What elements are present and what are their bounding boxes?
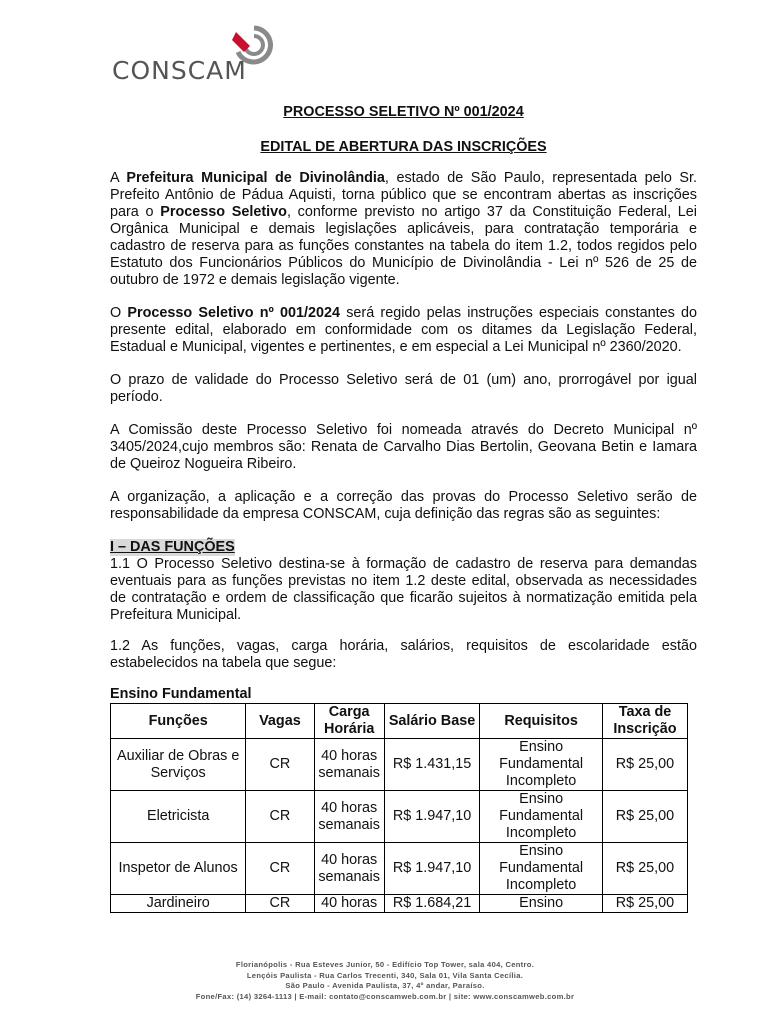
footer-line: Lençóis Paulista - Rua Carlos Trecenti, 340, Sala 01, Vila Santa Cecília. xyxy=(246,970,524,980)
functions-table xyxy=(110,703,688,913)
footer-line: São Paulo - Avenida Paulista, 37, 4º andar, Paraíso. xyxy=(285,981,485,990)
cell-carga: 40 horas semanais xyxy=(314,791,384,843)
text-run: O xyxy=(110,305,128,321)
cell-salario: R$ 1.684,21 xyxy=(384,895,479,913)
cell-requisitos: Ensino Fundamental Incompleto xyxy=(480,791,603,843)
document-body xyxy=(110,104,697,913)
conscam-logo xyxy=(112,22,282,85)
cell-salario: R$ 1.947,10 xyxy=(384,791,479,843)
bold-run: Prefeitura Municipal de Divinolândia xyxy=(126,170,385,186)
cell-carga: 40 horas semanais xyxy=(314,843,384,895)
section-heading-funcoes: I – DAS FUNÇÕES xyxy=(110,539,235,555)
cell-funcao: Jardineiro xyxy=(111,895,246,913)
item-1-2: 1.2 As funções, vagas, carga horária, salários, requisitos de escolaridade estão estabelecidos na tabela que segue: xyxy=(110,638,697,671)
cell-salario: R$ 1.947,10 xyxy=(384,843,479,895)
logo-wordmark: CONSCAM xyxy=(112,56,247,85)
table-row xyxy=(111,895,688,913)
table-header-row xyxy=(111,704,688,739)
paragraph-regulation xyxy=(110,305,697,356)
header-taxa: Taxa de Inscrição xyxy=(602,704,687,739)
footer-line: Florianópolis - Rua Esteves Junior, 50 - Edifício Top Tower, sala 404, Centro. xyxy=(235,960,535,969)
cell-taxa: R$ 25,00 xyxy=(602,739,687,791)
cell-vagas: CR xyxy=(246,843,314,895)
paragraph-intro xyxy=(110,170,697,289)
document-title: PROCESSO SELETIVO Nº 001/2024 xyxy=(283,104,524,120)
text-run: será regido pelas instruções especiais constantes do presente edital, elaborado em conformidade com os ditames da Legislação Federal, Estadual e Municipal, vigentes e pertinentes, e em especial a Lei Municipal nº 2360/2020. xyxy=(110,305,697,355)
text-run: , conforme previsto no artigo 37 da Constituição Federal, Lei Orgânica Municipal e demais legislações aplicáveis, para contratação temporária e cadastro de reserva para as funções constantes na tabela do item 1.2, todos regidos pelo Estatuto dos Funcionários Públicos do Município de Divinolândia - Lei nº 526 de 25 de outubro de 1972 e demais legislação vigente. xyxy=(110,204,697,288)
header-carga: Carga Horária xyxy=(314,704,384,739)
paragraph-commission: A Comissão deste Processo Seletivo foi nomeada através do Decreto Municipal nº 3405/2024,cujo membros são: Renata de Carvalho Dias Bertolin, Geovana Betin e Iamara de Queiroz Nogueira Ribeiro. xyxy=(110,422,697,472)
footer-contact: Fone/Fax: (14) 3264-1113 | E-mail: contato@conscamweb.com.br | site: www.conscamweb.com.br xyxy=(195,991,575,1001)
paragraph-validity: O prazo de validade do Processo Seletivo será de 01 (um) ano, prorrogável por igual período. xyxy=(110,372,697,405)
cell-vagas: CR xyxy=(246,895,314,913)
cell-taxa: R$ 25,00 xyxy=(602,791,687,843)
cell-funcao: Inspetor de Alunos xyxy=(111,843,246,895)
paragraph-organization: A organização, a aplicação e a correção das provas do Processo Seletivo serão de responsabilidade da empresa CONSCAM, cuja definição das regras são as seguintes: xyxy=(110,489,697,522)
cell-salario: R$ 1.431,15 xyxy=(384,739,479,791)
cell-requisitos: Ensino Fundamental Incompleto xyxy=(480,739,603,791)
header-salario: Salário Base xyxy=(384,704,479,739)
table-row xyxy=(111,791,688,843)
header-requisitos: Requisitos xyxy=(480,704,603,739)
bold-run: Processo Seletivo nº 001/2024 xyxy=(127,305,341,321)
table-row xyxy=(111,739,688,791)
text-run: A xyxy=(110,170,127,186)
cell-requisitos: Ensino Fundamental Incompleto xyxy=(480,843,603,895)
cell-funcao: Auxiliar de Obras e Serviços xyxy=(111,739,246,791)
table-caption: Ensino Fundamental xyxy=(110,686,252,702)
page-footer xyxy=(0,960,770,1002)
cell-vagas: CR xyxy=(246,739,314,791)
cell-carga: 40 horas xyxy=(314,895,384,913)
header-vagas: Vagas xyxy=(246,704,314,739)
cell-vagas: CR xyxy=(246,791,314,843)
cell-carga: 40 horas semanais xyxy=(314,739,384,791)
cell-taxa: R$ 25,00 xyxy=(602,843,687,895)
cell-requisitos: Ensino xyxy=(480,895,603,913)
item-1-1: 1.1 O Processo Seletivo destina-se à formação de cadastro de reserva para demandas eventuais para as funções previstas no item 1.2 deste edital, observada as necessidades de contratação e ordem de classificação que ficarão sujeitos à normatização emitida pela Prefeitura Municipal. xyxy=(110,556,697,623)
text-run: , estado de São Paulo, representada pelo Sr. Prefeito Antônio de Pádua Aquisti, torna público que se encontram abertas as inscrições para o xyxy=(110,170,697,220)
cell-funcao: Eletricista xyxy=(111,791,246,843)
cell-taxa: R$ 25,00 xyxy=(602,895,687,913)
table-row xyxy=(111,843,688,895)
header-funcoes: Funções xyxy=(111,704,246,739)
document-subtitle: EDITAL DE ABERTURA DAS INSCRIÇÕES xyxy=(260,139,547,155)
bold-run: Processo Seletivo xyxy=(160,204,287,220)
